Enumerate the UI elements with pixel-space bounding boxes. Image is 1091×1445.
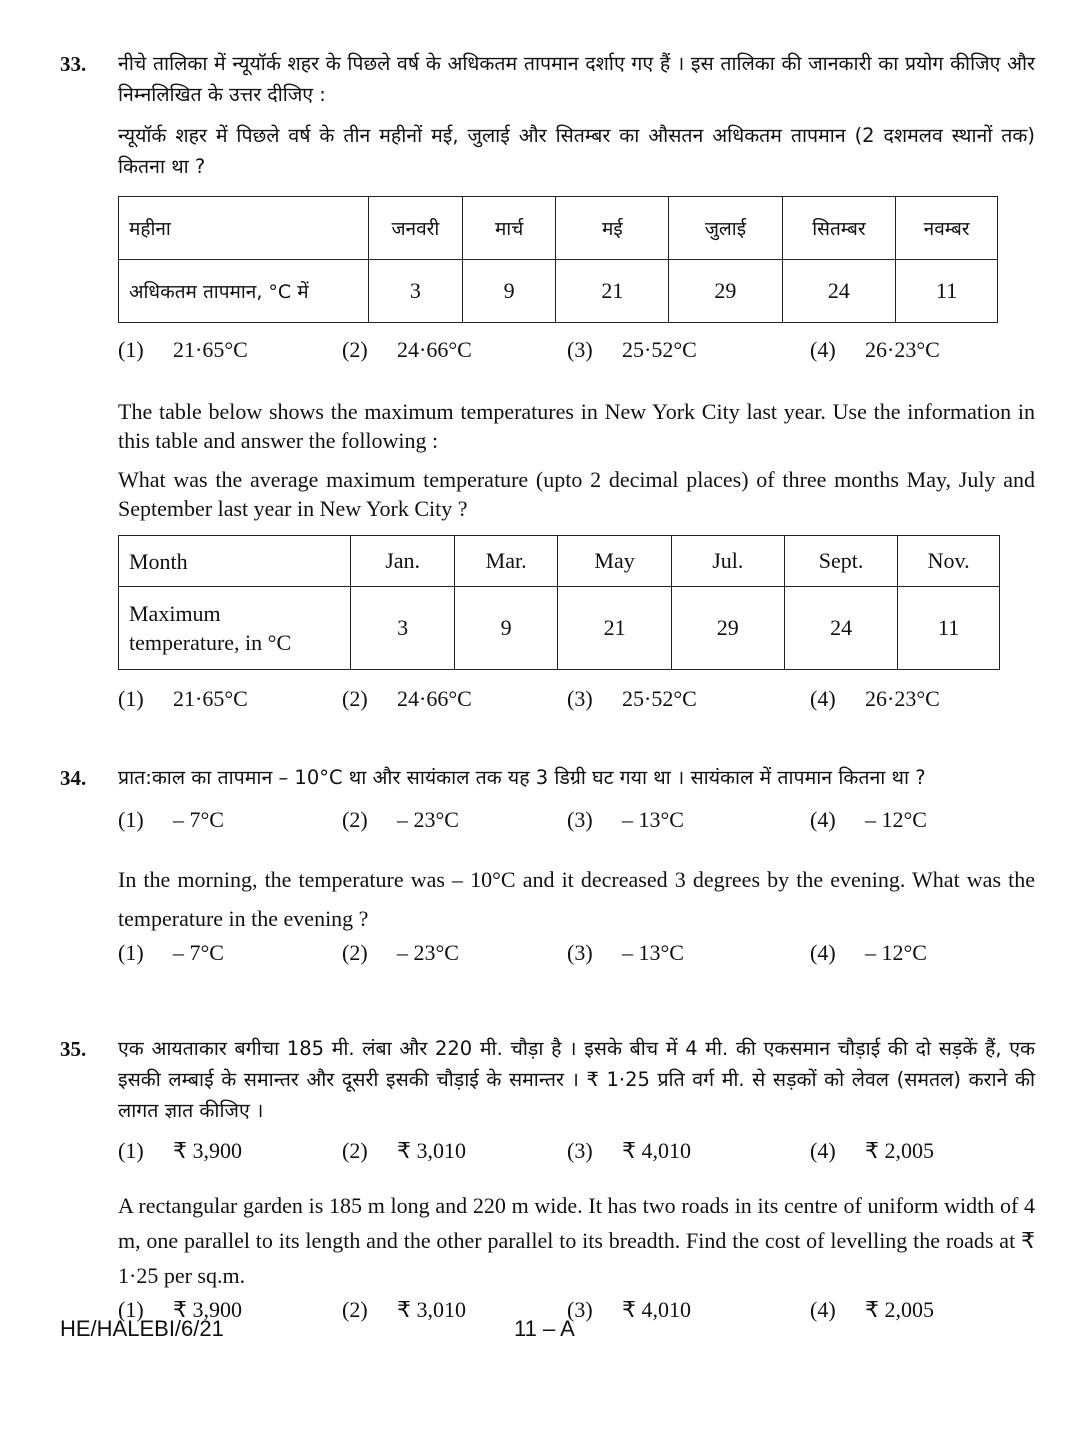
option-text: 21·65°C (173, 686, 248, 711)
table-row (119, 587, 1000, 670)
option-text: – 13°C (622, 940, 684, 965)
page-number: 11 – A (514, 1316, 575, 1341)
table-header-cell: Mar. (454, 536, 558, 587)
option-4[interactable] (810, 686, 940, 712)
table-cell: 3 (368, 260, 462, 323)
option-1[interactable] (118, 807, 224, 833)
options-english (118, 1297, 1035, 1327)
option-4[interactable] (810, 1297, 934, 1323)
table-header-cell: जनवरी (368, 197, 462, 260)
option-number: (4) (810, 940, 836, 965)
table-row-label (119, 587, 351, 670)
question-hindi-text: एक आयताकार बगीचा 185 मी. लंबा और 220 मी. चौड़ा है । इसके बीच में 4 मी. की एकसमान चौड़ाई की दो सड़कें हैं, एक इसकी लम्बाई के समान्तर और दूसरी इसकी चौड़ाई के समान्तर । ₹ 1·25 प्रति वर्ग मी. से सड़कों को लेवल (समतल) कराने की लागत ज्ञात कीजिए । (118, 1037, 1035, 1122)
option-number: (2) (342, 686, 368, 711)
option-number: (4) (810, 1297, 836, 1322)
option-2[interactable] (342, 1138, 466, 1164)
option-text: – 12°C (865, 807, 927, 832)
table-cell: 11 (896, 260, 998, 323)
table-header-cell: मई (556, 197, 669, 260)
table-cell: 9 (454, 587, 558, 670)
paper-code: HE/HALEBI/6/21 (60, 1316, 224, 1341)
option-text: 26·23°C (865, 337, 940, 362)
option-number: (4) (810, 337, 836, 362)
option-text: ₹ 3,900 (173, 1297, 242, 1322)
option-3[interactable] (567, 1297, 691, 1323)
options-hindi (118, 337, 1035, 367)
table-header-cell: Jan. (351, 536, 454, 587)
option-2[interactable] (342, 940, 459, 966)
table-header-cell: Sept. (784, 536, 897, 587)
option-4[interactable] (810, 940, 927, 966)
option-number: (1) (118, 337, 144, 362)
option-number: (2) (342, 1138, 368, 1163)
option-text: ₹ 4,010 (622, 1297, 691, 1322)
option-number: (4) (810, 686, 836, 711)
option-text: – 23°C (397, 807, 459, 832)
option-3[interactable] (567, 337, 697, 363)
option-text: ₹ 2,005 (865, 1297, 934, 1322)
table-cell: 24 (784, 587, 897, 670)
option-text: – 13°C (622, 807, 684, 832)
question-number: 35. (60, 1037, 87, 1061)
question-english-text: A rectangular garden is 185 m long and 220 m wide. It has two roads in its centre of uniform width of 4 m, one parallel to its length and the other parallel to its breadth. Find the cost of levelling the roads at ₹ 1·25 per sq.m. (118, 1193, 1035, 1288)
option-text: 24·66°C (397, 686, 472, 711)
option-3[interactable] (567, 1138, 691, 1164)
option-number: (1) (118, 940, 144, 965)
option-number: (1) (118, 686, 144, 711)
options-hindi (118, 1138, 1035, 1168)
option-4[interactable] (810, 337, 940, 363)
option-3[interactable] (567, 686, 697, 712)
option-text: – 23°C (397, 940, 459, 965)
option-text: 25·52°C (622, 686, 697, 711)
table-header-cell: मार्च (462, 197, 556, 260)
temperature-table-english (118, 535, 1000, 670)
option-text: ₹ 3,900 (173, 1138, 242, 1163)
option-number: (3) (567, 807, 593, 832)
option-number: (2) (342, 1297, 368, 1322)
option-2[interactable] (342, 337, 472, 363)
option-text: 21·65°C (173, 337, 248, 362)
option-1[interactable] (118, 1138, 242, 1164)
table-cell: 21 (556, 260, 669, 323)
option-number: (4) (810, 1138, 836, 1163)
table-cell: 11 (898, 587, 1000, 670)
table-header-cell: जुलाई (669, 197, 782, 260)
table-cell: 21 (558, 587, 671, 670)
option-text: ₹ 3,010 (397, 1138, 466, 1163)
table-header-cell: नवम्बर (896, 197, 998, 260)
option-text: 25·52°C (622, 337, 697, 362)
option-3[interactable] (567, 940, 684, 966)
option-2[interactable] (342, 807, 459, 833)
option-4[interactable] (810, 1138, 934, 1164)
table-header-cell: Jul. (671, 536, 784, 587)
option-number: (3) (567, 1297, 593, 1322)
option-1[interactable] (118, 686, 248, 712)
table-header-cell: सितम्बर (782, 197, 896, 260)
option-number: (4) (810, 807, 836, 832)
option-text: ₹ 3,010 (397, 1297, 466, 1322)
option-text: ₹ 4,010 (622, 1138, 691, 1163)
options-english (118, 686, 1035, 716)
option-number: (3) (567, 1138, 593, 1163)
table-cell: 29 (671, 587, 784, 670)
question-english-text: What was the average maximum temperature (upto 2 decimal places) of three months May, July and September last year in New York City ? (118, 467, 1035, 521)
table-header-cell: Month (119, 536, 351, 587)
temperature-table-hindi (118, 196, 998, 323)
table-row-label: अधिकतम तापमान, °C में (119, 260, 369, 323)
option-number: (1) (118, 1138, 144, 1163)
option-number: (2) (342, 940, 368, 965)
row-label-line: Maximum (129, 601, 221, 626)
question-english-intro: The table below shows the maximum temperatures in New York City last year. Use the information in this table and answer the following : (118, 399, 1035, 453)
option-text: 24·66°C (397, 337, 472, 362)
option-2[interactable] (342, 686, 472, 712)
question-hindi-intro: नीचे तालिका में न्यूयॉर्क शहर के पिछले वर्ष के अधिकतम तापमान दर्शाए गए हैं । इस तालिका की जानकारी का प्रयोग कीजिए और निम्नलिखित के उत्तर दीजिए : (118, 52, 1035, 106)
table-row (119, 260, 998, 323)
options-hindi (118, 807, 1035, 837)
question-hindi-text: न्यूयॉर्क शहर में पिछले वर्ष के तीन महीनों मई, जुलाई और सितम्बर का औसतन अधिकतम तापमान (2 दशमलव स्थानों तक) कितना था ? (118, 124, 1035, 178)
option-text: ₹ 2,005 (865, 1138, 934, 1163)
option-3[interactable] (567, 807, 684, 833)
option-1[interactable] (118, 940, 224, 966)
question-34 (60, 762, 1035, 970)
option-number: (2) (342, 337, 368, 362)
option-number: (3) (567, 940, 593, 965)
table-cell: 24 (782, 260, 896, 323)
option-number: (1) (118, 1297, 144, 1322)
question-number: 34. (60, 766, 87, 790)
row-label-line: temperature, in °C (129, 630, 292, 655)
table-cell: 3 (351, 587, 454, 670)
option-4[interactable] (810, 807, 927, 833)
table-header-row (119, 536, 1000, 587)
table-header-cell: महीना (119, 197, 369, 260)
option-text: – 12°C (865, 940, 927, 965)
table-header-cell: Nov. (898, 536, 1000, 587)
table-cell: 9 (462, 260, 556, 323)
question-hindi-text: प्रात:काल का तापमान – 10°C था और सायंकाल तक यह 3 डिग्री घट गया था । सायंकाल में तापमान कितना था ? (118, 766, 926, 789)
question-33 (60, 48, 1035, 716)
table-cell: 29 (669, 260, 782, 323)
question-number: 33. (60, 52, 87, 76)
option-text: 26·23°C (865, 686, 940, 711)
question-35 (60, 1033, 1035, 1327)
option-2[interactable] (342, 1297, 466, 1323)
option-1[interactable] (118, 337, 248, 363)
table-header-row (119, 197, 998, 260)
option-text: – 7°C (173, 940, 224, 965)
option-number: (3) (567, 337, 593, 362)
option-number: (3) (567, 686, 593, 711)
option-number: (1) (118, 807, 144, 832)
question-english-text: In the morning, the temperature was – 10°C and it decreased 3 degrees by the evening. What was the temperature in the evening ? (118, 867, 1035, 931)
options-english (118, 940, 1035, 970)
table-header-cell: May (558, 536, 671, 587)
option-text: – 7°C (173, 807, 224, 832)
option-number: (2) (342, 807, 368, 832)
